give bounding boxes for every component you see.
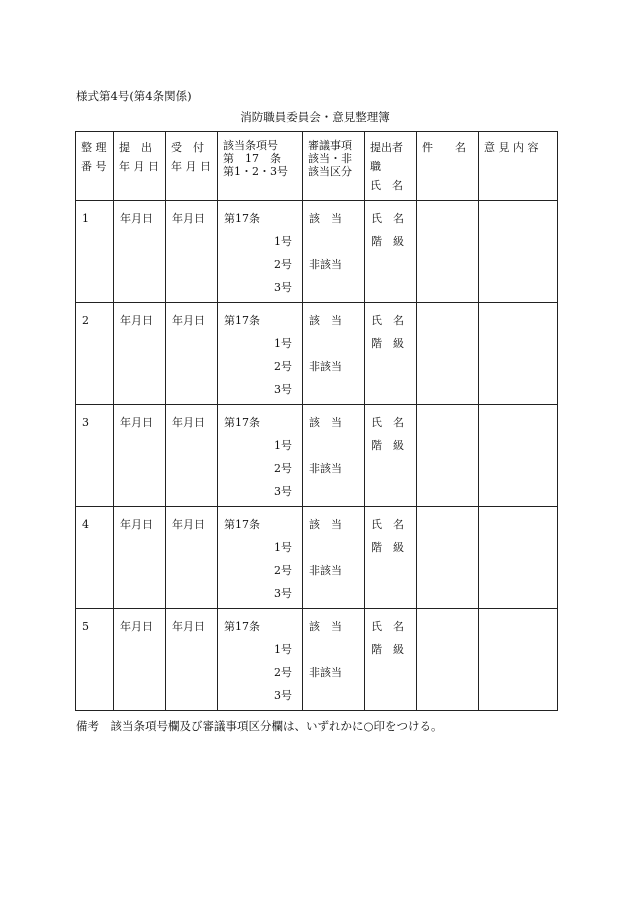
submit-date-cell [114, 507, 166, 609]
header-opinion-label: 意 見 内 容 [484, 141, 539, 154]
judgment-cell [303, 201, 365, 303]
table-row [76, 201, 558, 303]
judgment-cell [303, 303, 365, 405]
submitter-rank: 階 級 [371, 439, 404, 452]
item-1: 1号 [274, 235, 292, 248]
item-1: 1号 [274, 337, 292, 350]
receive-date-cell [166, 507, 218, 609]
submitter-rank: 階 級 [371, 541, 404, 554]
article-label: 第17条 [224, 314, 260, 327]
header-judgment-line1: 審議事項 [308, 139, 352, 152]
item-3: 3号 [274, 383, 292, 396]
header-submit-line2: 年 月 日 [119, 160, 159, 173]
row-number: 1 [82, 212, 89, 225]
header-receive [166, 132, 218, 201]
header-submitter-line3: 氏 名 [370, 179, 403, 192]
applicable-option: 該 当 [309, 620, 342, 633]
article-cell [218, 405, 303, 507]
receive-date: 年月日 [172, 416, 205, 429]
article-label: 第17条 [224, 518, 260, 531]
submit-date: 年月日 [120, 518, 153, 531]
row-number: 4 [82, 518, 89, 531]
submitter-rank: 階 級 [371, 643, 404, 656]
article-label: 第17条 [224, 620, 260, 633]
submitter-name: 氏 名 [371, 212, 404, 225]
row-number-cell [76, 609, 114, 711]
submitter-cell [365, 507, 417, 609]
not-applicable-option: 非該当 [309, 462, 342, 475]
item-2: 2号 [274, 666, 292, 679]
receive-date: 年月日 [172, 620, 205, 633]
form-number: 様式第4号(第4条関係) [76, 89, 192, 103]
table-row [76, 507, 558, 609]
item-2: 2号 [274, 360, 292, 373]
receive-date-cell [166, 201, 218, 303]
subject-cell [417, 405, 479, 507]
article-cell [218, 303, 303, 405]
submit-date: 年月日 [120, 416, 153, 429]
judgment-cell [303, 405, 365, 507]
header-seq [76, 132, 114, 201]
judgment-cell [303, 609, 365, 711]
header-article-line3: 第1・2・3号 [223, 165, 288, 178]
opinion-cell [479, 405, 558, 507]
opinion-cell [479, 303, 558, 405]
header-submitter [365, 132, 417, 201]
header-submitter-line2: 職 [370, 160, 381, 173]
row-number: 3 [82, 416, 89, 429]
item-3: 3号 [274, 689, 292, 702]
submitter-rank: 階 級 [371, 337, 404, 350]
header-submitter-line1: 提出者 [370, 141, 403, 154]
submit-date: 年月日 [120, 620, 153, 633]
header-seq-line1: 整 理 [81, 141, 107, 154]
document-title: 消防職員委員会・意見整理簿 [240, 110, 390, 124]
opinion-cell [479, 201, 558, 303]
header-judgment [303, 132, 365, 201]
item-3: 3号 [274, 587, 292, 600]
header-subject [417, 132, 479, 201]
submitter-name: 氏 名 [371, 620, 404, 633]
subject-cell [417, 201, 479, 303]
header-seq-line2: 番 号 [81, 160, 107, 173]
item-2: 2号 [274, 462, 292, 475]
header-article-line1: 該当条項号 [223, 139, 278, 152]
opinion-cell [479, 609, 558, 711]
submitter-cell [365, 303, 417, 405]
applicable-option: 該 当 [309, 518, 342, 531]
not-applicable-option: 非該当 [309, 258, 342, 271]
row-number-cell [76, 405, 114, 507]
submitter-name: 氏 名 [371, 416, 404, 429]
not-applicable-option: 非該当 [309, 564, 342, 577]
row-number-cell [76, 201, 114, 303]
applicable-option: 該 当 [309, 314, 342, 327]
article-cell [218, 201, 303, 303]
submit-date: 年月日 [120, 314, 153, 327]
article-label: 第17条 [224, 416, 260, 429]
remarks-note: 備考 該当条項号欄及び審議事項区分欄は、いずれかに○印をつける。 [76, 719, 443, 733]
receive-date: 年月日 [172, 212, 205, 225]
article-cell [218, 507, 303, 609]
submitter-cell [365, 609, 417, 711]
row-number-cell [76, 303, 114, 405]
row-number: 5 [82, 620, 89, 633]
submit-date-cell [114, 609, 166, 711]
submitter-cell [365, 405, 417, 507]
submitter-rank: 階 級 [371, 235, 404, 248]
item-1: 1号 [274, 439, 292, 452]
header-judgment-line2: 該当・非 [308, 152, 352, 165]
item-3: 3号 [274, 281, 292, 294]
table-row [76, 303, 558, 405]
table-row [76, 405, 558, 507]
item-1: 1号 [274, 541, 292, 554]
receive-date-cell [166, 405, 218, 507]
submit-date-cell [114, 303, 166, 405]
not-applicable-option: 非該当 [309, 666, 342, 679]
opinion-cell [479, 507, 558, 609]
submit-date: 年月日 [120, 212, 153, 225]
table-row [76, 609, 558, 711]
applicable-option: 該 当 [309, 416, 342, 429]
header-submit [114, 132, 166, 201]
judgment-cell [303, 507, 365, 609]
header-article-line2: 第 17 条 [223, 152, 281, 165]
header-receive-line2: 年 月 日 [171, 160, 211, 173]
item-3: 3号 [274, 485, 292, 498]
row-number-cell [76, 507, 114, 609]
receive-date: 年月日 [172, 314, 205, 327]
item-2: 2号 [274, 258, 292, 271]
subject-cell [417, 609, 479, 711]
article-label: 第17条 [224, 212, 260, 225]
receive-date-cell [166, 303, 218, 405]
submit-date-cell [114, 405, 166, 507]
item-1: 1号 [274, 643, 292, 656]
header-article [218, 132, 303, 201]
submitter-name: 氏 名 [371, 518, 404, 531]
subject-cell [417, 507, 479, 609]
submitter-name: 氏 名 [371, 314, 404, 327]
applicable-option: 該 当 [309, 212, 342, 225]
row-number: 2 [82, 314, 89, 327]
subject-cell [417, 303, 479, 405]
article-cell [218, 609, 303, 711]
item-2: 2号 [274, 564, 292, 577]
submit-date-cell [114, 201, 166, 303]
opinion-register-table [75, 131, 558, 711]
receive-date-cell [166, 609, 218, 711]
header-submit-line1: 提 出 [119, 141, 152, 154]
header-subject-label: 件 名 [422, 141, 466, 154]
header-judgment-line3: 該当区分 [308, 165, 352, 178]
header-row [76, 132, 558, 201]
header-opinion [479, 132, 558, 201]
not-applicable-option: 非該当 [309, 360, 342, 373]
submitter-cell [365, 201, 417, 303]
receive-date: 年月日 [172, 518, 205, 531]
header-receive-line1: 受 付 [171, 141, 204, 154]
